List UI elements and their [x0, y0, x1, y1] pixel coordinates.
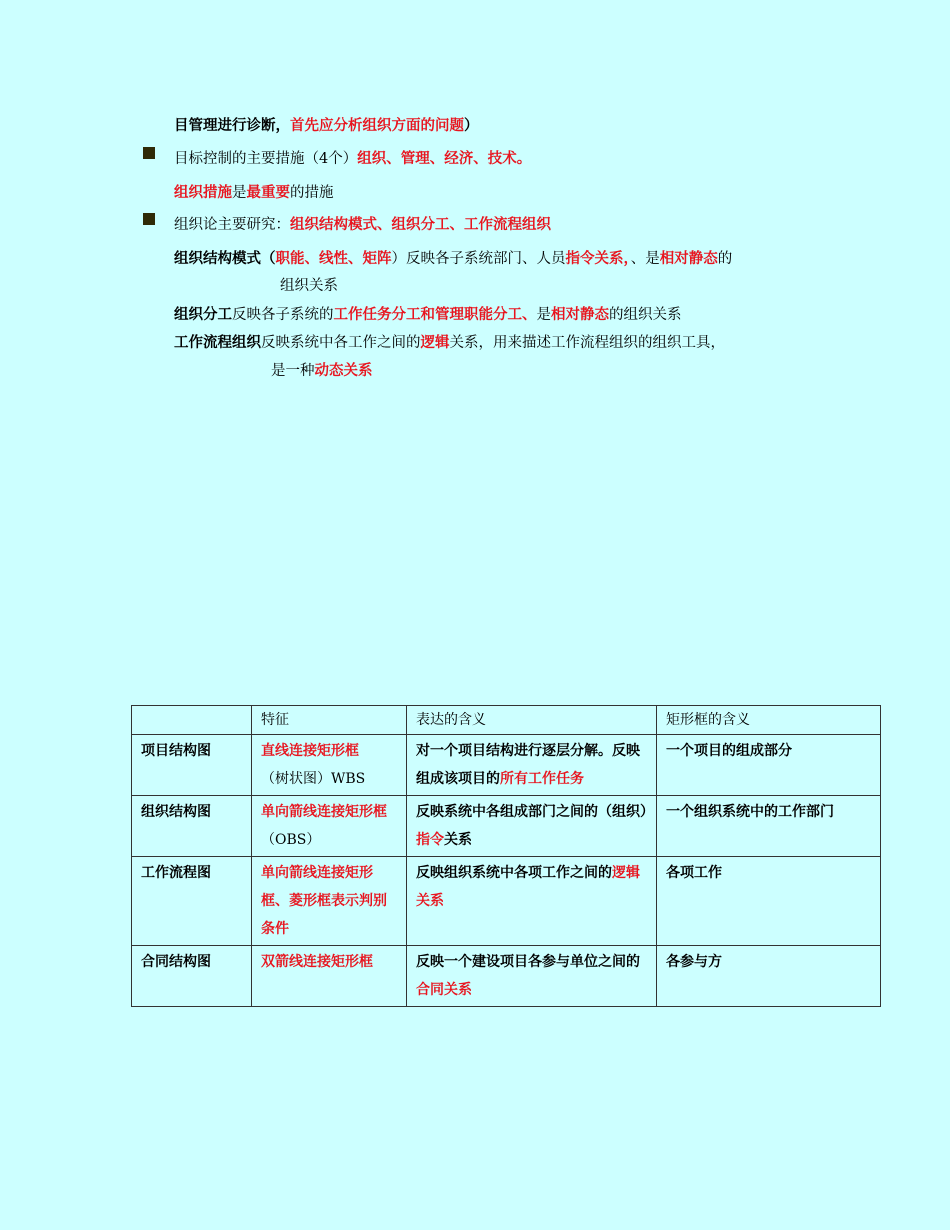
highlight-text: 最重要 [246, 184, 290, 201]
square-bullet-icon [143, 147, 155, 159]
text: ）反映各子系统部门、人员 [391, 251, 566, 267]
text: 的组织关系 [609, 307, 682, 323]
text: 、是 [630, 251, 660, 267]
row-name: 合同结构图 [132, 946, 252, 1007]
highlight-text: 组织措施 [174, 184, 232, 201]
row-meaning: 反映一个建设项目各参与单位之间的合同关系 [407, 946, 657, 1007]
paragraph-org-theory [174, 213, 551, 234]
text: 是 [232, 185, 247, 201]
row-box-meaning: 一个项目的组成部分 [657, 735, 881, 796]
square-bullet-icon [143, 213, 155, 225]
text: 组织分工 [174, 306, 232, 323]
highlight-text: 职能、线性、矩阵 [275, 250, 392, 267]
highlight-text: 指令关系， [565, 250, 631, 267]
row-name: 组织结构图 [132, 796, 252, 857]
paragraph-structure-mode [174, 247, 732, 268]
highlight-text: 组织、管理、经济、技术。 [357, 150, 532, 167]
table-header-cell: 特征 [252, 706, 407, 735]
row-feature: 直线连接矩形框 （树状图）WBS [252, 735, 407, 796]
text: 工作流程组织 [174, 334, 261, 351]
paragraph-org-measures [174, 181, 334, 202]
row-box-meaning: 各项工作 [657, 857, 881, 946]
paragraph-division [174, 303, 682, 324]
diagram-comparison-table [131, 705, 881, 1007]
row-meaning: 反映系统中各组成部门之间的（组织）指令关系 [407, 796, 657, 857]
text: 的 [717, 251, 733, 267]
row-feature: 单向箭线连接矩形框、菱形框表示判别条件 [252, 857, 407, 946]
row-feature: 双箭线连接矩形框 [252, 946, 407, 1007]
row-name: 项目结构图 [132, 735, 252, 796]
highlight-text: 动态关系 [314, 362, 373, 379]
table-header-cell [132, 706, 252, 735]
text: 反映系统中各工作之间的 [261, 335, 421, 351]
text: 反映各子系统的 [232, 307, 334, 323]
highlight-text: 逻辑 [420, 334, 450, 351]
table-header-cell: 表达的含义 [407, 706, 657, 735]
highlight-text: 组织结构模式、组织分工、工作流程组织 [290, 216, 551, 233]
text: 的措施 [290, 185, 334, 201]
row-meaning: 对一个项目结构进行逐层分解。反映组成该项目的所有工作任务 [407, 735, 657, 796]
row-box-meaning: 一个组织系统中的工作部门 [657, 796, 881, 857]
highlight-text: 相对静态 [659, 250, 718, 267]
row-box-meaning: 各参与方 [657, 946, 881, 1007]
highlight-text: 首先应分析组织方面的问题 [290, 117, 464, 134]
table-row [132, 796, 881, 857]
row-feature: 单向箭线连接矩形框（OBS） [252, 796, 407, 857]
text: ） [464, 117, 479, 134]
text: 是 [536, 307, 551, 323]
paragraph-workflow [174, 331, 725, 352]
row-meaning: 反映组织系统中各项工作之间的逻辑关系 [407, 857, 657, 946]
table-row [132, 946, 881, 1007]
text: 目管理进行诊断， [174, 117, 290, 134]
table-header-cell: 矩形框的含义 [657, 706, 881, 735]
text: 目标控制的主要措施（4个） [174, 151, 358, 167]
text: 关系，用来描述工作流程组织的组织工具， [449, 335, 725, 351]
paragraph-structure-mode-cont: 组织关系 [280, 278, 338, 294]
paragraph-workflow-cont [271, 359, 373, 380]
text: 是一种 [271, 363, 315, 379]
paragraph-diagnosis [174, 114, 479, 135]
table-row [132, 735, 881, 796]
highlight-text: 相对静态 [551, 306, 609, 323]
text: 组织结构模式（ [174, 250, 276, 267]
paragraph-control-measures [174, 147, 531, 168]
table-row [132, 857, 881, 946]
highlight-text: 工作任务分工和管理职能分工、 [333, 306, 537, 323]
row-name: 工作流程图 [132, 857, 252, 946]
table-header-row [132, 706, 881, 735]
text: 组织论主要研究： [174, 217, 290, 233]
